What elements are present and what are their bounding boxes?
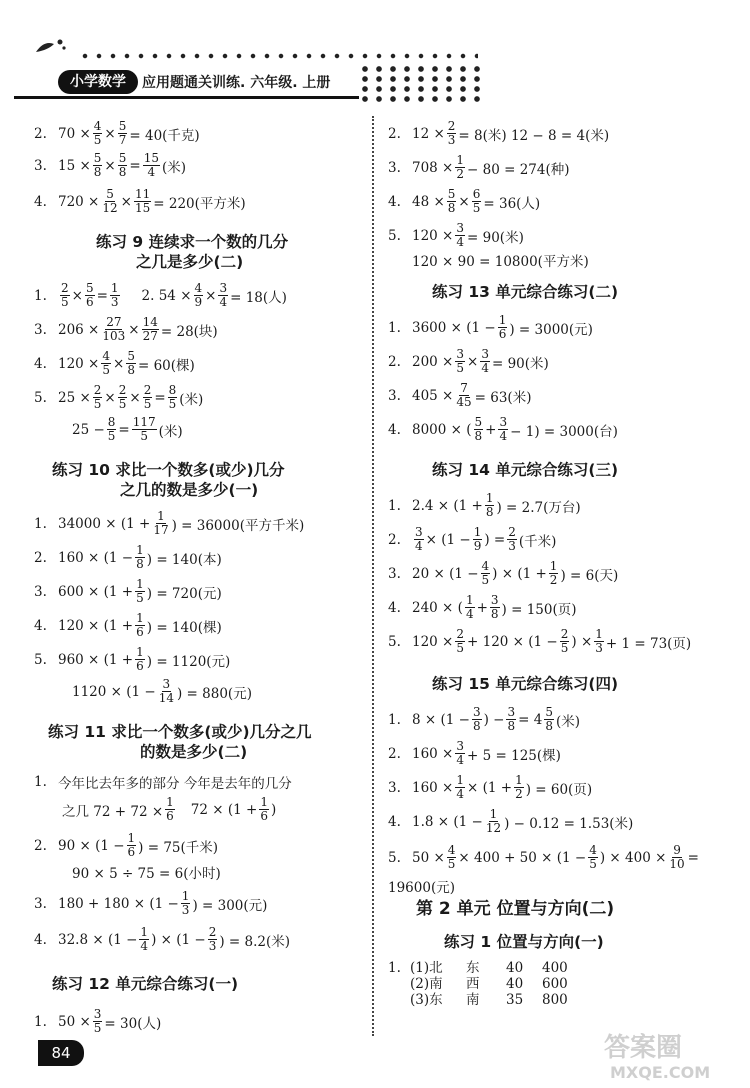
answer-line: 1. 8 × (1 − $\frac{3}{8}$ ) − $\frac{3}{8}$ = 4 $\frac{5}{8}$ (米) [388,705,580,733]
denominator: 4 [456,235,465,249]
book-title: 应用题通关训练. 六年级. 上册 [142,75,331,91]
answer-line: 5. 25 × $\frac{2}{5}$ × $\frac{2}{5}$ × $\frac{2}{5}$ = $\frac{8}{5}$ (米) [34,383,204,411]
fraction [594,628,604,655]
fraction [118,120,128,147]
denominator: 9 [194,295,203,309]
fraction [481,560,491,587]
numerator: 2 [447,119,456,133]
numerator: 4 [447,843,456,857]
fraction [472,706,482,733]
fraction [472,188,482,215]
fraction [194,282,204,309]
fraction [127,832,137,859]
numerator: 5 [545,705,553,719]
numerator: 3 [507,705,516,719]
denominator: 15 [134,201,151,215]
section-heading: 之几是多少(二) [136,253,244,271]
numerator: 11 [134,187,151,201]
fraction [447,188,457,215]
numerator: 1 [485,491,494,505]
fraction [142,316,159,343]
direction-row [410,992,582,1008]
answer-line: 90 × 5 ÷ 75 = 6(小时) [72,866,221,882]
fraction [135,544,145,571]
answer-line: 5. 960 × (1 + $\frac{1}{6}$ ) = 1120(元) [34,645,231,673]
fraction [455,740,465,767]
denominator: 4 [481,361,489,375]
answer-line: 2. 70 × $\frac{4}{5}$ × $\frac{5}{7}$ = 40(千克) [34,119,200,147]
numerator: 4 [102,349,111,363]
numerator: 1 [181,889,190,903]
answer-line: 4. 120 × (1 + $\frac{1}{6}$ ) = 140(棵) [34,611,222,639]
fraction [455,774,465,801]
denominator: 17 [153,523,169,537]
denominator: 8 [127,363,135,377]
numerator: 1 [515,773,523,787]
answer-line: 3. 600 × (1 + $\frac{1}{5}$ ) = 720(元) [34,577,222,605]
denominator: 8 [474,429,483,443]
watermark-line1: 答案圈 [604,1033,683,1063]
fraction [455,382,472,409]
section-heading: 之几的数是多少(一) [120,481,259,499]
fraction [132,416,157,443]
leaf-decoration-icon [34,36,68,56]
numerator: 3 [456,221,465,235]
numerator: 117 [132,415,156,429]
answer-line: 2. 12 × $\frac{2}{3}$ = 8(米) 12 − 8 = 4(米) [388,119,610,147]
numerator: 2 [508,525,516,539]
answer-line: 2. $\frac{3}{4}$ × (1 − $\frac{1}{9}$ ) = $\frac{2}{3}$ (千米) [388,525,557,553]
denominator: 6 [498,327,507,341]
answer-line: 2. 160 × $\frac{3}{4}$ + 5 = 125(棵) [388,739,561,767]
section-heading: 练习 14 单元综合练习(三) [432,461,619,479]
numerator: 15 [143,151,159,165]
denominator: 6 [136,659,144,673]
fraction [101,350,111,377]
numerator: 9 [673,843,681,857]
denominator: 9 [473,539,482,553]
section-heading: 的数是多少(二) [140,743,248,761]
section-heading: 练习 12 单元综合练习(一) [52,975,239,993]
numerator: 2 [93,383,102,397]
numerator: 5 [447,187,456,201]
fraction [101,316,126,343]
fraction [93,384,103,411]
numerator: 1 [136,543,144,557]
numerator: 1 [260,795,268,809]
brand-label: 小学数学 [58,70,138,94]
numerator: 3 [472,705,481,719]
numerator: 2 [118,383,127,397]
direction-cell: (2)南 [410,976,443,992]
denominator: 4 [465,607,474,621]
fraction [455,348,465,375]
denominator: 45 [456,395,472,409]
denominator: 5 [472,201,481,215]
answer-line: 1. 34000 × (1 + $\frac{1}{17}$ ) = 36000(平方千米) [34,509,305,537]
denominator: 2 [549,573,558,587]
answer-line: 2. 160 × (1 − $\frac{1}{8}$ ) = 140(本) [34,543,222,571]
numerator: 3 [481,347,489,361]
fraction [549,560,559,587]
fraction [560,628,570,655]
denominator: 8 [507,719,516,733]
denominator: 6 [166,809,174,823]
denominator: 8 [485,505,494,519]
answer-line: 4. 240 × ( $\frac{1}{4}$ + $\frac{3}{8}$ ) = 150(页) [388,593,577,621]
answer-line: 2. 90 × (1 − $\frac{1}{6}$ ) = 75(千米) [34,831,219,859]
denominator: 5 [118,397,127,411]
denominator: 5 [136,591,144,605]
numerator: 3 [456,347,465,361]
denominator: 5 [93,133,102,147]
fraction [259,796,269,823]
fraction [152,510,169,537]
fraction [93,120,103,147]
numerator: 3 [162,677,171,691]
answer-line: 19600(元) [388,880,455,896]
numerator: 2 [560,627,569,641]
numerator: 5 [474,415,483,429]
fraction [60,282,70,309]
fraction [118,384,128,411]
denominator: 12 [485,821,502,835]
answer-line: 3. 708 × $\frac{1}{2}$ − 80 = 274(种) [388,153,570,181]
fraction [158,678,175,705]
answer-line: 2. 200 × $\frac{3}{5}$ × $\frac{3}{4}$ = 90(米) [388,347,549,375]
numerator: 2 [61,281,69,295]
answer-line: 4. 48 × $\frac{5}{8}$ × $\frac{6}{5}$ = 36(人) [388,187,541,215]
numerator: 2 [143,383,152,397]
denominator: 8 [118,165,127,179]
direction-cell: 南 [466,992,480,1008]
numerator: 1 [465,593,474,607]
numerator: 4 [194,281,203,295]
fraction [455,154,465,181]
fraction [485,808,502,835]
direction-table [410,960,582,1008]
numerator: 7 [460,381,468,395]
denominator: 12 [102,201,118,215]
numerator: 3 [456,739,465,753]
numerator: 27 [106,315,122,329]
denominator: 6 [127,845,136,859]
direction-cell: 40 [506,960,524,976]
fraction [135,646,145,673]
denominator: 5 [93,397,102,411]
fraction [85,282,95,309]
answer-line: 120 × 90 = 10800(平方米) [412,254,589,270]
fraction [507,526,517,553]
fraction [134,188,151,215]
denominator: 6 [260,809,268,823]
answer-line: 1. 2.4 × (1 + $\frac{1}{8}$ ) = 2.7(万台) [388,491,581,519]
section-heading: 练习 11 求比一个数多(或少)几分之几 [48,723,312,741]
numerator: 1 [157,509,165,523]
direction-cell: 400 [542,960,568,976]
direction-cell: 35 [506,992,524,1008]
denominator: 4 [140,939,149,953]
fraction [181,890,191,917]
direction-cell: 东 [466,960,480,976]
answer-line: 之几 72 + 72 × $\frac{1}{6}$ 72 × (1 + $\frac{1}{6}$ ) [62,795,277,823]
watermark-line2: MXQE.COM [610,1063,711,1082]
header-rule [14,96,359,99]
fraction [218,282,228,309]
denominator: 5 [102,363,111,377]
numerator: 3 [490,593,499,607]
numerator: 1 [136,645,144,659]
direction-cell: 800 [542,992,568,1008]
denominator: 3 [181,903,190,917]
numerator: 5 [106,187,114,201]
fraction [498,314,508,341]
answer-line: 4. 1.8 × (1 − $\frac{1}{12}$ ) − 0.12 = 1.53(米) [388,807,634,835]
direction-cell: 西 [466,976,480,992]
direction-cell: (1)北 [410,960,443,976]
denominator: 5 [168,397,177,411]
denominator: 14 [158,691,174,705]
denominator: 2 [456,167,465,181]
fraction [465,594,475,621]
numerator: 4 [93,119,102,133]
answer-line: 3. 20 × (1 − $\frac{4}{5}$ ) × (1 + $\frac{1}{2}$ ) = 6(天) [388,559,619,587]
numerator: 5 [118,151,127,165]
fraction [473,526,483,553]
answer-line: 1. $\frac{2}{5}$ × $\frac{5}{6}$ = $\frac{1}{3}$ 2. 54 × $\frac{4}{9}$ × $\frac{3}{4}$ = 18(人) [34,281,287,309]
section-heading: 练习 1 位置与方向(一) [444,933,604,951]
column-divider [372,116,374,1036]
denominator: 5 [107,429,116,443]
denominator: 5 [560,641,569,655]
denominator: 4 [456,787,465,801]
numerator: 1 [498,313,507,327]
fraction [143,384,153,411]
fraction [498,416,508,443]
numerator: 4 [589,843,597,857]
fraction [110,282,120,309]
numerator: 1 [456,153,465,167]
fraction [107,416,117,443]
numerator: 5 [93,151,102,165]
denominator: 4 [456,753,465,767]
denominator: 5 [447,857,456,871]
answer-line: 3. 206 × $\frac{27}{103}$ × $\frac{14}{27}$ = 28(块) [34,315,218,343]
fraction [93,152,103,179]
denominator: 5 [481,573,490,587]
denominator: 5 [456,641,465,655]
section-heading: 练习 9 连续求一个数的几分 [96,233,289,251]
dot-grid-decoration [358,64,484,104]
answer-line: 3. 405 × $\frac{7}{45}$ = 63(米) [388,381,532,409]
fraction [208,926,218,953]
fraction [93,1008,103,1035]
denominator: 10 [669,857,685,871]
fraction [447,120,457,147]
fraction [455,628,465,655]
numerator: 6 [472,187,481,201]
fraction [544,706,554,733]
denominator: 4 [499,429,508,443]
fraction [135,578,145,605]
answer-line: 5. 120 × $\frac{2}{5}$ + 120 × (1 − $\frac{2}{5}$ ) × $\frac{1}{3}$ + 1 = 73(页) [388,627,692,655]
numerator: 5 [127,349,135,363]
fraction [143,152,160,179]
numerator: 3 [415,525,423,539]
numerator: 5 [85,281,94,295]
fraction [135,612,145,639]
numerator: 1 [595,627,603,641]
section-heading: 练习 13 单元综合练习(二) [432,283,619,301]
numerator: 1 [456,773,465,787]
answer-line: 1. 3600 × (1 − $\frac{1}{6}$ ) = 3000(元) [388,313,593,341]
numerator: 5 [118,119,127,133]
answer-line: 1. 50 × $\frac{3}{5}$ = 30(人) [34,1007,162,1035]
answer-line: 5. 120 × $\frac{3}{4}$ = 90(米) [388,221,524,249]
denominator: 2 [515,787,523,801]
denominator: 6 [136,625,144,639]
fraction [118,152,128,179]
fraction [588,844,598,871]
denominator: 8 [472,719,481,733]
answer-line: 1120 × (1 − $\frac{3}{14}$ ) = 880(元) [72,677,252,705]
denominator: 5 [61,295,69,309]
denominator: 5 [93,1021,102,1035]
page-header [0,0,750,110]
fraction [514,774,524,801]
numerator: 2 [456,627,465,641]
numerator: 1 [549,559,558,573]
numerator: 8 [107,415,116,429]
page-number: 84 [38,1040,84,1066]
numerator: 1 [136,611,144,625]
answer-line: 1. 今年比去年多的部分 今年是去年的几分 [34,774,292,792]
answer-line: 5. 50 × $\frac{4}{5}$ × 400 + 50 × (1 − $\frac{4}{5}$ ) × 400 × $\frac{9}{10}$ = [388,843,699,871]
fraction [506,706,516,733]
numerator: 1 [166,795,174,809]
denominator: 4 [219,295,228,309]
unit-heading: 第 2 单元 位置与方向(二) [416,899,615,919]
denominator: 8 [447,201,456,215]
denominator: 5 [589,857,597,871]
numerator: 4 [481,559,490,573]
answer-line: 4. 720 × $\frac{5}{12}$ × $\frac{11}{15}$ = 220(平方米) [34,187,246,215]
direction-cell: 40 [506,976,524,992]
fraction [168,384,178,411]
denominator: 103 [102,329,126,343]
numerator: 3 [93,1007,102,1021]
denominator: 3 [110,295,119,309]
answer-line: 4. 8000 × ( $\frac{5}{8}$ + $\frac{3}{4}$ − 1) = 3000(台) [388,415,618,443]
fraction [474,416,484,443]
fraction [485,492,495,519]
section-heading: 练习 10 求比一个数多(或少)几分 [52,461,285,479]
denominator: 7 [118,133,127,147]
numerator: 1 [136,577,144,591]
numerator: 2 [208,925,217,939]
numerator: 3 [499,415,508,429]
fraction [447,844,457,871]
denominator: 5 [456,361,465,375]
fraction [668,844,685,871]
watermark-logo [600,1026,730,1082]
direction-row [410,976,582,992]
denominator: 3 [595,641,603,655]
answer-line: 3. 15 × $\frac{5}{8}$ × $\frac{5}{8}$ = $\frac{15}{4}$ (米) [34,151,187,179]
answer-line: 25 − $\frac{8}{5}$ = $\frac{117}{5}$ (米) [72,415,183,443]
section-heading: 练习 15 单元综合练习(四) [432,675,619,693]
denominator: 3 [447,133,456,147]
numerator: 1 [110,281,119,295]
numerator: 1 [489,807,498,821]
denominator: 4 [415,539,423,553]
denominator: 5 [140,429,148,443]
numerator: 8 [168,383,177,397]
denominator: 3 [208,939,217,953]
denominator: 5 [143,397,152,411]
fraction [101,188,118,215]
denominator: 8 [93,165,102,179]
denominator: 8 [490,607,499,621]
fraction [165,796,175,823]
numerator: 14 [142,315,158,329]
fraction [139,926,149,953]
denominator: 6 [85,295,94,309]
fraction [480,348,490,375]
direction-cell: 600 [542,976,568,992]
answer-line: 3. 180 + 180 × (1 − $\frac{1}{3}$ ) = 300(元) [34,889,268,917]
answer-line: 4. 120 × $\frac{4}{5}$ × $\frac{5}{8}$ = 60(棵) [34,349,195,377]
denominator: 3 [508,539,516,553]
fraction [490,594,500,621]
direction-cell: (3)东 [410,992,443,1008]
denominator: 4 [147,165,156,179]
denominator: 8 [136,557,144,571]
direction-row [410,960,582,976]
fraction [126,350,136,377]
denominator: 27 [142,329,158,343]
answer-line: 3. 160 × $\frac{1}{4}$ × (1 + $\frac{1}{2}$ ) = 60(页) [388,773,593,801]
numerator: 1 [473,525,482,539]
numerator: 1 [140,925,149,939]
fraction [455,222,465,249]
dot-border-decoration [78,52,478,60]
denominator: 8 [545,719,553,733]
numerator: 3 [219,281,228,295]
fraction [414,526,424,553]
numerator: 1 [127,831,136,845]
answer-line: 4. 32.8 × (1 − $\frac{1}{4}$ ) × (1 − $\frac{2}{3}$ ) = 8.2(米) [34,925,290,953]
